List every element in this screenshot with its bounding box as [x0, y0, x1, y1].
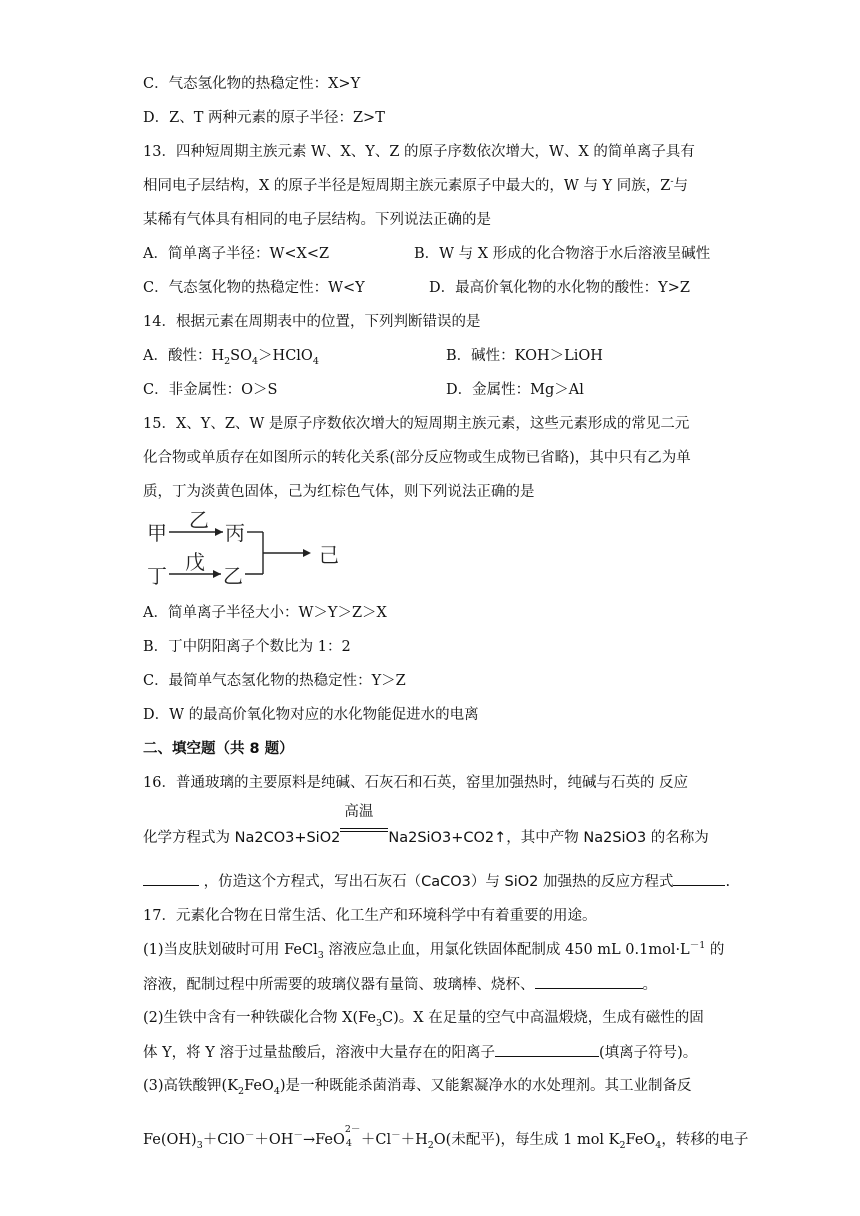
- q15-stem-3: 质，丁为淡黄色固体，己为红棕色气体，则下列说法正确的是: [143, 484, 535, 500]
- q15-option-a: A．简单离子半径大小：W＞Y＞Z＞X: [143, 605, 387, 621]
- arrowhead-bottom: [213, 570, 221, 578]
- node-jia: 甲: [147, 521, 167, 545]
- q17-part3-line1: (3)高铁酸钾$(K_2FeO_4)$是一种既能杀菌消毒、又能絮凝净水的水处理剂。其工业制备反: [143, 1078, 692, 1097]
- node-yi-bottom: 乙: [223, 564, 243, 588]
- q15-option-c: C．最简单气态氢化物的热稳定性：Y＞Z: [143, 673, 406, 689]
- node-ji: 己: [319, 543, 339, 567]
- q16-stem-3: ，仿造这个方程式，写出石灰石（CaCO3）与 SiO2 加强热的反应方程式 .: [143, 871, 730, 892]
- arrowhead-right: [303, 549, 311, 557]
- q16-stem-1: 16．普通玻璃的主要原料是纯碱、石灰石和石英，窑里加强热时，纯碱与石英的 反应: [143, 775, 689, 791]
- q13-option-b: B．W 与 X 形成的化合物溶于水后溶液呈碱性: [414, 246, 711, 262]
- q14-stem: 14．根据元素在周期表中的位置，下列判断错误的是: [143, 314, 481, 330]
- q13-stem-2: 相同电子层结构，X 的原子半径是短周期主族元素原子中最大的，W 与 Y 同族，Z-与: [143, 176, 689, 194]
- q14-option-b: B．碱性：KOH＞LiOH: [446, 348, 603, 364]
- equation-products: Na2SiO3+CO2↑: [388, 830, 507, 846]
- arrowhead-top: [215, 528, 223, 536]
- q16-stem-2: 化学方程式为 Na2CO3+SiO2 高温 Na2SiO3+CO2↑，其中产物 Na2SiO3 的名称为: [143, 804, 709, 846]
- answer-blank-1: [143, 871, 199, 886]
- q17-part1-line1: (1)当皮肤划破时可用 FeCl$_3$ 溶液应急止血，用氯化铁固体配制成 450 mL $0.1mol\cdot L^{-1}$ 的: [143, 940, 725, 961]
- q15-option-b: B．丁中阴阳离子个数比为 1：2: [143, 639, 351, 655]
- q13-option-a: A．简单离子半径：W<X<Z: [143, 246, 330, 262]
- q15-stem-2: 化合物或单质存在如图所示的转化关系(部分反应物或生成物已省略)，其中只有乙为单: [143, 450, 691, 466]
- q15-option-d: D．W 的最高价氧化物对应的水化物能促进水的电离: [143, 707, 479, 723]
- q17-part2-line1: (2)生铁中含有一种铁碳化合物 $X(Fe_3C)$。X 在足量的空气中高温煅烧，生成有磁性的固: [143, 1010, 704, 1029]
- equation-condition-sign: [340, 804, 388, 842]
- q13-stem-1: 13．四种短周期主族元素 W、X、Y、Z 的原子序数依次增大，W、X 的简单离子具有: [143, 144, 695, 160]
- option-c-line: C．气态氢化物的热稳定性：X>Y: [143, 76, 361, 92]
- reagent-yi-top: 乙: [189, 510, 209, 532]
- q14-option-d: D．金属性：Mg＞Al: [446, 382, 584, 398]
- q14-option-a: A．酸性：$H_2SO_4>HClO_4$: [143, 348, 319, 367]
- q17-part1-line2: 溶液，配制过程中所需要的玻璃仪器有量筒、玻璃棒、烧杯、 。: [143, 974, 657, 995]
- node-bing: 丙: [225, 521, 245, 545]
- q13-option-d: D．最高价氧化物的水化物的酸性：Y>Z: [429, 280, 690, 296]
- q13-stem-3: 某稀有气体具有相同的电子层结构。下列说法正确的是: [143, 212, 491, 228]
- section-2-heading: 二、填空题（共 8 题）: [143, 741, 294, 757]
- answer-blank-2: [673, 871, 725, 886]
- reagent-wu: 戊: [185, 550, 205, 574]
- q17-stem: 17．元素化合物在日常生活、化工生产和环境科学中有着重要的用途。: [143, 908, 597, 924]
- option-d-line: D．Z、T 两种元素的原子半径：Z>T: [143, 110, 385, 126]
- equation-reactants: Na2CO3+SiO2: [234, 830, 341, 846]
- conversion-diagram: [143, 510, 353, 588]
- q14-option-c: C．非金属性：O＞S: [143, 382, 278, 398]
- q15-stem-1: 15．X、Y、Z、W 是原子序数依次增大的短周期主族元素，这些元素形成的常见二元: [143, 416, 690, 432]
- q17-part2-line2: 体 Y，将 Y 溶于过量盐酸后，溶液中大量存在的阳离子 (填离子符号)。: [143, 1042, 697, 1063]
- node-ding: 丁: [147, 564, 167, 588]
- q17-part3-line2: $Fe(OH)_3+ClO^-+OH^-\to FeO$ 2－ 4 $+Cl^-+H_2O$(未配平)，每生成 1 mol $K_2FeO_4$，转移的电子: [143, 1124, 749, 1151]
- answer-blank-3: [535, 974, 643, 989]
- q13-option-c: C．气态氢化物的热稳定性：W<Y: [143, 280, 365, 296]
- answer-blank-4: [495, 1042, 599, 1057]
- condition-label: 高温: [344, 804, 374, 820]
